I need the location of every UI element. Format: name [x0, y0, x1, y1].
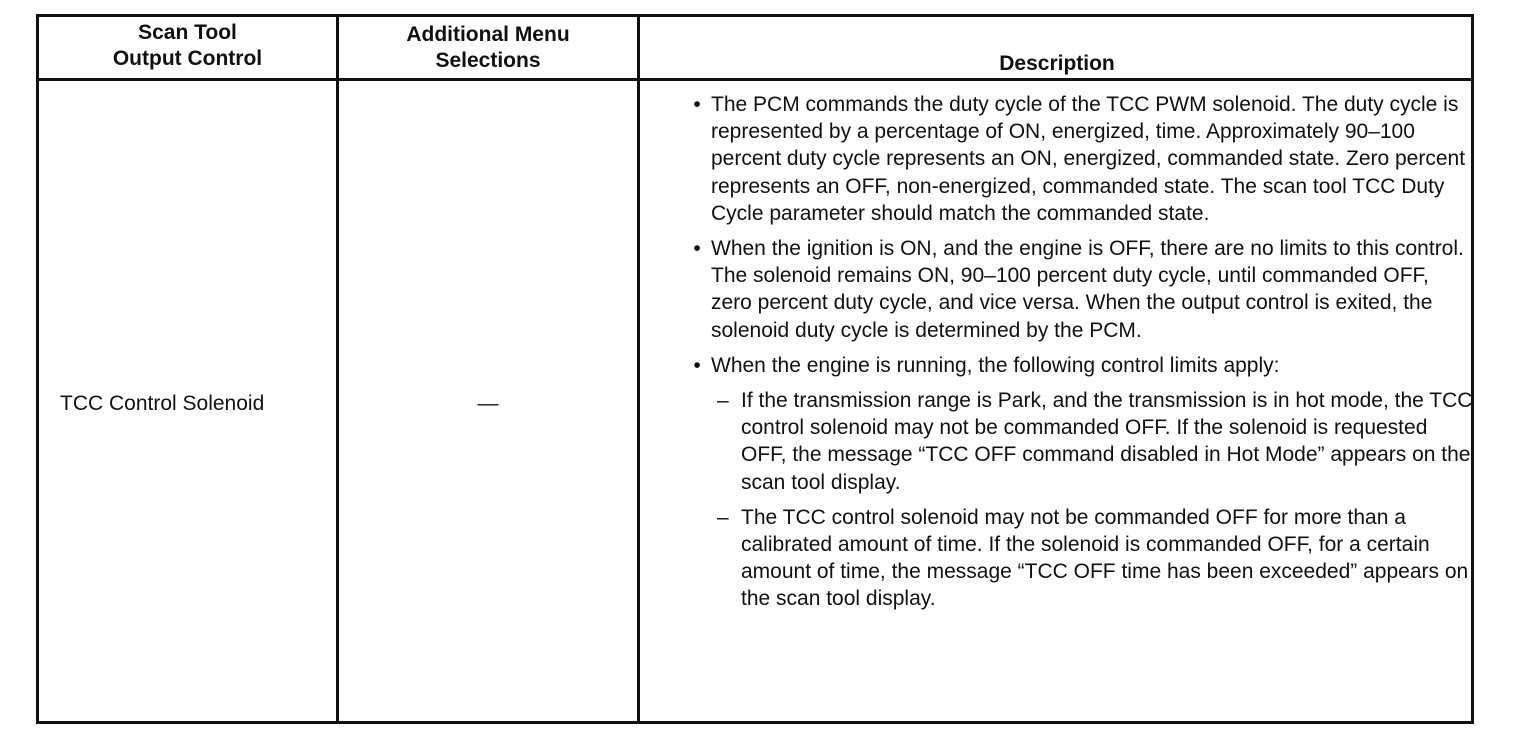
bullet-text: The PCM commands the duty cycle of the TCC PWM solenoid. The duty cycle is represented by a percentage of ON, energized, time. Approximately 90–100 percent duty cycle represents an ON, energized, commanded state. Zero percent represents an OFF, non-energized, commanded state. The scan tool TCC Duty Cycle parameter should match the commanded state. — [711, 93, 1466, 225]
bullet-mark: • — [693, 93, 701, 116]
column-divider-2 — [637, 17, 640, 721]
output-control-cell: TCC Control Solenoid — [60, 392, 265, 415]
menu-selection-cell: — — [477, 392, 499, 415]
bullet-mark: • — [693, 237, 701, 261]
description-sub-item — [683, 387, 1473, 496]
description-bullet — [683, 352, 1473, 379]
description-sub-item — [683, 504, 1473, 613]
sub-item-text: If the transmission range is Park, and the transmission is in hot mode, the TCC control solenoid may not be commanded OFF. If the solenoid is requested OFF, the message “TCC OFF command disabled in Hot Mode” appears on the scan tool display. — [741, 389, 1473, 494]
description-bullet — [683, 91, 1473, 227]
dash-mark: – — [717, 505, 729, 529]
bullet-mark: • — [693, 353, 701, 377]
scan-tool-output-control-table — [36, 14, 1474, 724]
header-additional-menu-selections: Additional Menu Selections — [406, 23, 570, 72]
dash-mark: – — [717, 389, 729, 413]
column-divider-1 — [336, 17, 339, 721]
bullet-text: When the engine is running, the following control limits apply: — [711, 353, 1280, 377]
sub-item-text: The TCC control solenoid may not be commanded OFF for more than a calibrated amount of time. If the solenoid is commanded OFF, for a certain amount of time, the message “TCC OFF time has been exceeded” appears on the scan tool display. — [741, 505, 1469, 611]
header-description: Description — [999, 52, 1115, 75]
header-divider — [39, 78, 1471, 81]
description-bullet — [683, 235, 1473, 344]
header-scan-tool-output-control: Scan Tool Output Control — [112, 21, 263, 70]
bullet-text: When the ignition is ON, and the engine is OFF, there are no limits to this control. The solenoid remains ON, 90–100 percent duty cycle, until commanded OFF, zero percent duty cycle, and vice versa. When the output control is exited, the solenoid duty cycle is determined by the PCM. — [711, 237, 1464, 342]
description-cell — [683, 91, 1473, 621]
